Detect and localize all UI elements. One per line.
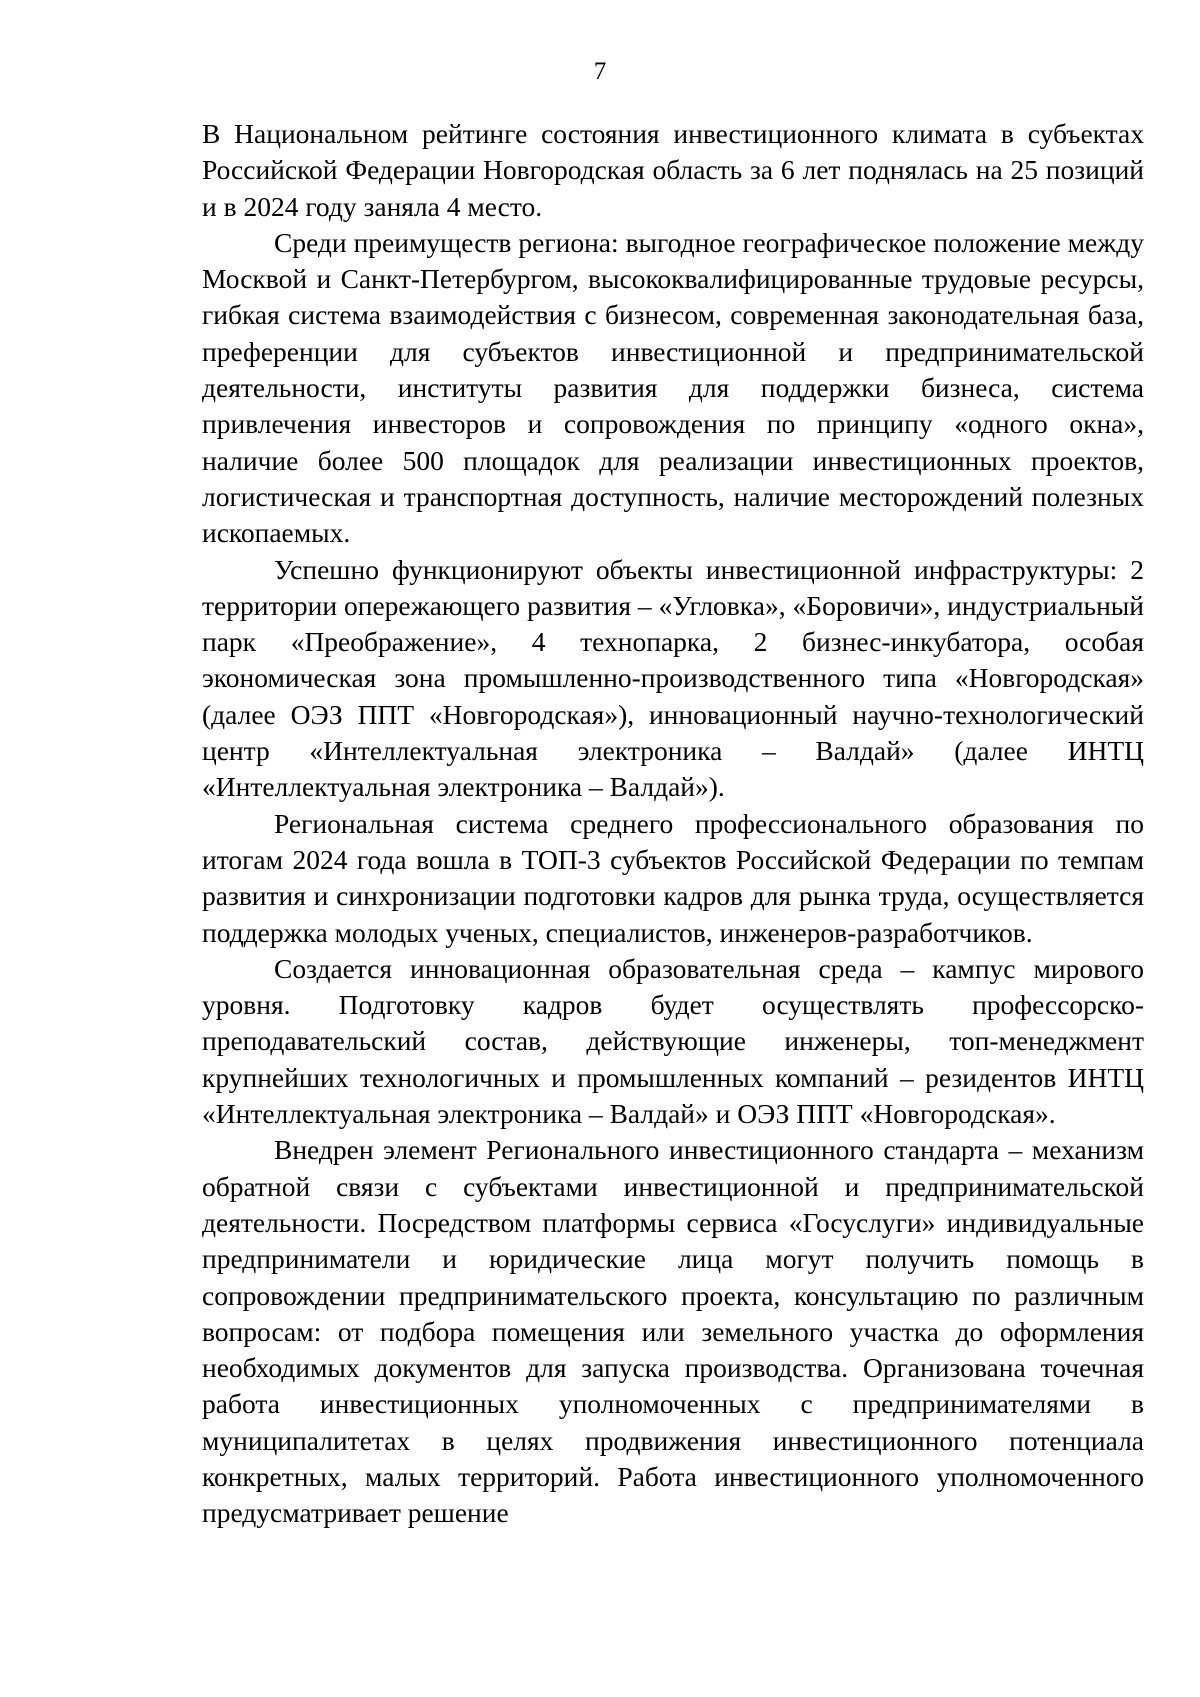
document-body <box>202 116 1144 1532</box>
paragraph-investment-infrastructure: Успешно функционируют объекты инвестиционной инфраструктуры: 2 территории опережающего развития – «Угловка», «Боровичи», индустриальный парк «Преображение», 4 технопарка, 2 бизнес-инкубатора, особая экономическая зона промышленно-производственного типа «Новгородская» (далее ОЭЗ ППТ «Новгородская»), инновационный научно-технологический центр «Интеллектуальная электроника – Валдай» (далее ИНТЦ «Интеллектуальная электроника – Валдай»). <box>202 553 1144 803</box>
paragraph-vocational-education: Региональная система среднего профессионального образования по итогам 2024 года вошла в ТОП-3 субъектов Российской Федерации по темпам развития и синхронизации подготовки кадров для рынка труда, осуществляется поддержка молодых ученых, специалистов, инженеров-разработчиков. <box>202 807 1144 948</box>
paragraph-campus: Создается инновационная образовательная среда – кампус мирового уровня. Подготовку кадров будет осуществлять профессорско-преподавательский состав, действующие инженеры, топ-менеджмент крупнейших технологичных и промышленных компаний – резидентов ИНТЦ «Интеллектуальная электроника – Валдай» и ОЭЗ ППТ «Новгородская». <box>202 952 1144 1130</box>
paragraph-investment-rating: В Национальном рейтинге состояния инвестиционного климата в субъектах Российской Федерации Новгородская область за 6 лет поднялась на 25 позиций и в 2024 году заняла 4 место. <box>202 118 1144 222</box>
paragraph-investment-standard: Внедрен элемент Регионального инвестиционного стандарта – механизм обратной связи с субъектами инвестиционной и предпринимательской деятельности. Посредством платформы сервиса «Госуслуги» индивидуальные предприниматели и юридические лица могут получить помощь в сопровождении предпринимательского проекта, консультацию по различным вопросам: от подбора помещения или земельного участка до оформления необходимых документов для запуска производства. Организована точечная работа инвестиционных уполномоченных с предпринимателями в муниципалитетах в целях продвижения инвестиционного потенциала конкретных, малых территорий. Работа инвестиционного уполномоченного предусматривает решение <box>202 1134 1144 1529</box>
paragraph-region-advantages: Среди преимуществ региона: выгодное географическое положение между Москвой и Санкт-Петербургом, высококвалифицированные трудовые ресурсы, гибкая система взаимодействия с бизнесом, современная законодательная база, преференции для субъектов инвестиционной и предпринимательской деятельности, институты развития для поддержки бизнеса, система привлечения инвесторов и сопровождения по принципу «одного окна», наличие более 500 площадок для реализации инвестиционных проектов, логистическая и транспортная доступность, наличие месторождений полезных ископаемых. <box>202 226 1144 549</box>
page-number: 7 <box>593 58 607 85</box>
